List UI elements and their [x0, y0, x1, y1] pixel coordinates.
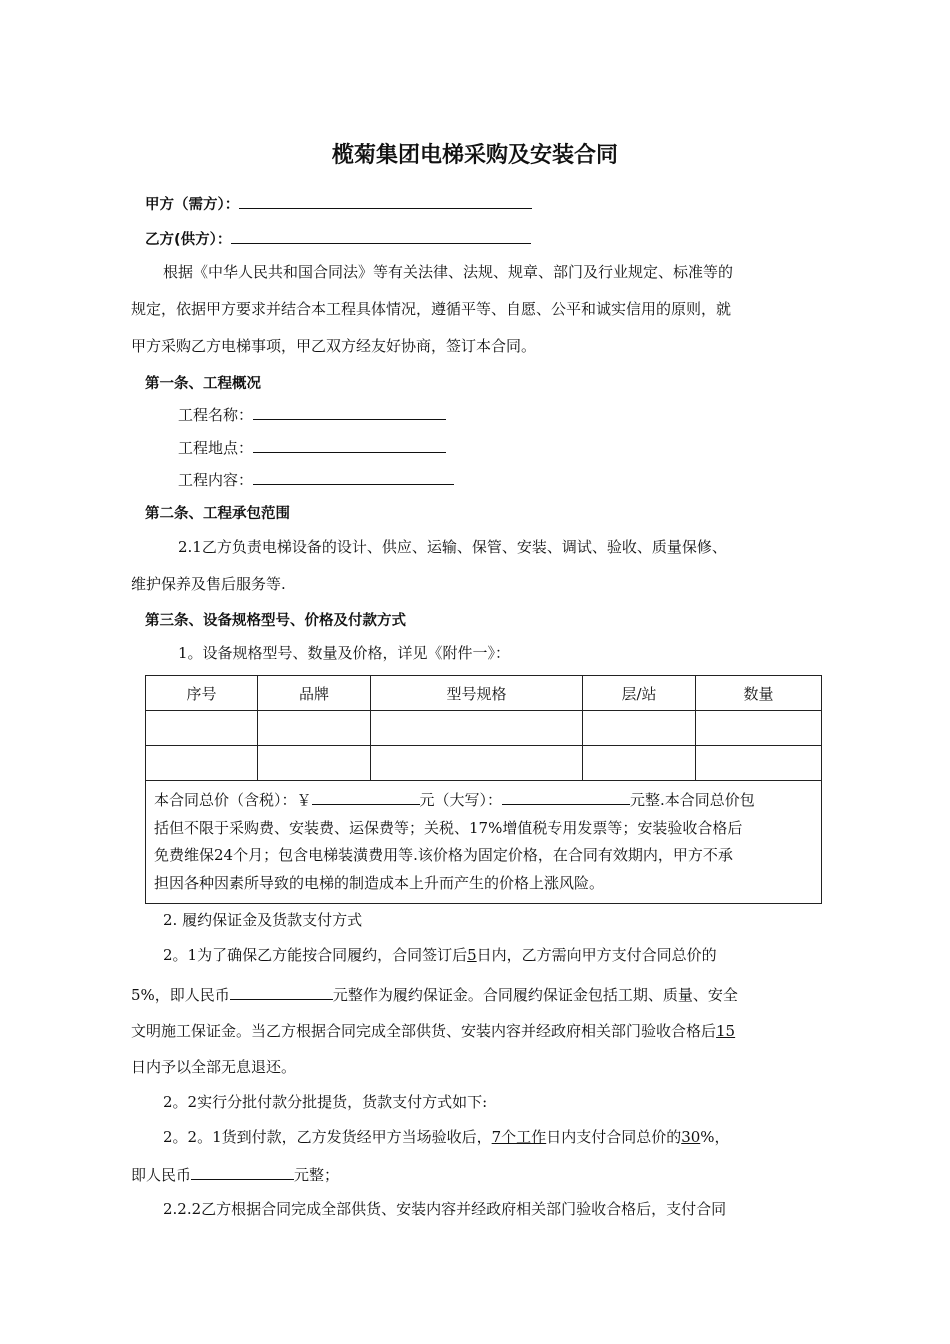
p21-days2: 15 [716, 1022, 736, 1040]
table-cell [258, 746, 371, 781]
page-title: 榄菊集团电梯采购及安装合同 [331, 143, 618, 168]
spec-table [145, 675, 822, 904]
article2-heading: 第二条、工程承包范围 [145, 506, 290, 522]
table-row [146, 711, 822, 746]
project-content-label: 工程内容： [178, 471, 254, 489]
project-name-label: 工程名称： [178, 406, 254, 424]
price-note-line-4: 担因各种因素所导致的电梯的制造成本上升而产生的价格上涨风险。 [154, 873, 605, 892]
party-a [145, 193, 532, 214]
table-cell [146, 711, 258, 746]
party-a-blank [239, 193, 532, 209]
project-location-label: 工程地点： [178, 439, 254, 457]
price-mid: 元（大写）： [419, 791, 503, 809]
project-content-row [178, 469, 454, 490]
p221-text-c: %， [700, 1128, 730, 1146]
article3-heading: 第三条、设备规格型号、价格及付款方式 [145, 613, 406, 629]
price-note-line-3: 免费维保24个月；包含电梯装潢费用等.该价格为固定价格，在合同有效期内，甲方不承 [154, 846, 733, 864]
intro-line-1: 根据《中华人民共和国合同法》等有关法律、法规、规章、部门及行业规定、标准等的 [163, 263, 734, 281]
table-cell [371, 711, 583, 746]
p221-line-2 [131, 1164, 339, 1185]
p221-text-e: 元整； [294, 1166, 340, 1184]
p221-text-b: 日内支付合同总价的 [546, 1128, 682, 1146]
price-note [146, 781, 822, 904]
col-header-index: 序号 [146, 676, 258, 711]
price-suffix: 元整.本合同总价包 [630, 791, 755, 809]
intro-line-2: 规定，依据甲方要求并结合本工程具体情况，遵循平等、自愿、公平和诚实信用的原则，就 [131, 300, 732, 318]
price-number-blank [312, 789, 420, 805]
table-cell [583, 746, 696, 781]
article1-heading: 第一条、工程概况 [145, 376, 261, 392]
table-cell [583, 711, 696, 746]
project-content-blank [253, 469, 454, 485]
article3-item-2: 2. 履约保证金及货款支付方式 [163, 911, 363, 929]
table-cell [146, 746, 258, 781]
p21-line-2 [131, 984, 738, 1005]
col-header-quantity: 数量 [696, 676, 822, 711]
table-header-row [146, 676, 822, 711]
table-cell [696, 711, 822, 746]
table-cell [371, 746, 583, 781]
intro-line-3: 甲方采购乙方电梯事项，甲乙双方经友好协商，签订本合同。 [131, 337, 537, 355]
col-header-brand: 品牌 [258, 676, 371, 711]
price-words-blank [502, 789, 630, 805]
article3-item-1: 1。设备规格型号、数量及价格，详见《附件一》： [178, 644, 511, 662]
party-a-label: 甲方（需方）： [145, 197, 240, 213]
p21-text-c: 5%，即人民币 [131, 986, 230, 1004]
project-location-row [178, 437, 446, 458]
project-name-blank [253, 404, 446, 420]
p22: 2。2实行分批付款分批提货，货款支付方式如下: [163, 1093, 488, 1111]
table-row [146, 746, 822, 781]
p221-text-a: 2。2。1货到付款，乙方发货经甲方当场验收后， [163, 1128, 492, 1146]
p21-text-d: 元整作为履约保证金。合同履约保证金包括工期、质量、安全 [332, 986, 738, 1004]
p21-line-3 [131, 1021, 735, 1041]
p21-text-e: 文明施工保证金。当乙方根据合同完成全部供货、安装内容并经政府相关部门验收合格后 [131, 1022, 717, 1040]
table-cell [258, 711, 371, 746]
party-b-label: 乙方(供方）： [145, 232, 232, 248]
price-prefix: 本合同总价（含税）：￥ [154, 791, 312, 809]
project-location-blank [253, 437, 446, 453]
party-b [145, 228, 531, 249]
table-cell [696, 746, 822, 781]
first-payment-blank [191, 1164, 294, 1180]
p221-text-d: 即人民币 [131, 1166, 192, 1184]
p21-days: 5 [467, 946, 477, 964]
p21-line-1 [163, 945, 717, 965]
p21-text-a: 2。1为了确保乙方能按合同履约，合同签订后 [163, 946, 468, 964]
article2-line-1: 2.1乙方负责电梯设备的设计、供应、运输、保管、安装、调试、验收、质量保修、 [178, 538, 727, 556]
party-b-blank [231, 228, 531, 244]
p21-text-b: 日内，乙方需向甲方支付合同总价的 [476, 946, 717, 964]
col-header-model: 型号规格 [371, 676, 583, 711]
price-note-line-2: 括但不限于采购费、安装费、运保费等；关税、17%增值税专用发票等；安装验收合格后 [154, 818, 743, 837]
project-name-row [178, 404, 446, 425]
col-header-floors: 层/站 [583, 676, 696, 711]
p221-percent: 30 [681, 1128, 701, 1146]
price-note-row [146, 781, 822, 904]
article2-line-2: 维护保养及售后服务等. [131, 575, 286, 593]
deposit-amount-blank [230, 984, 333, 1000]
p21-line-4: 日内予以全部无息退还。 [131, 1058, 297, 1076]
p222: 2.2.2乙方根据合同完成全部供货、安装内容并经政府相关部门验收合格后，支付合同 [163, 1200, 727, 1218]
p221-line-1 [163, 1127, 730, 1147]
p221-workdays: 7个工作 [491, 1128, 547, 1146]
